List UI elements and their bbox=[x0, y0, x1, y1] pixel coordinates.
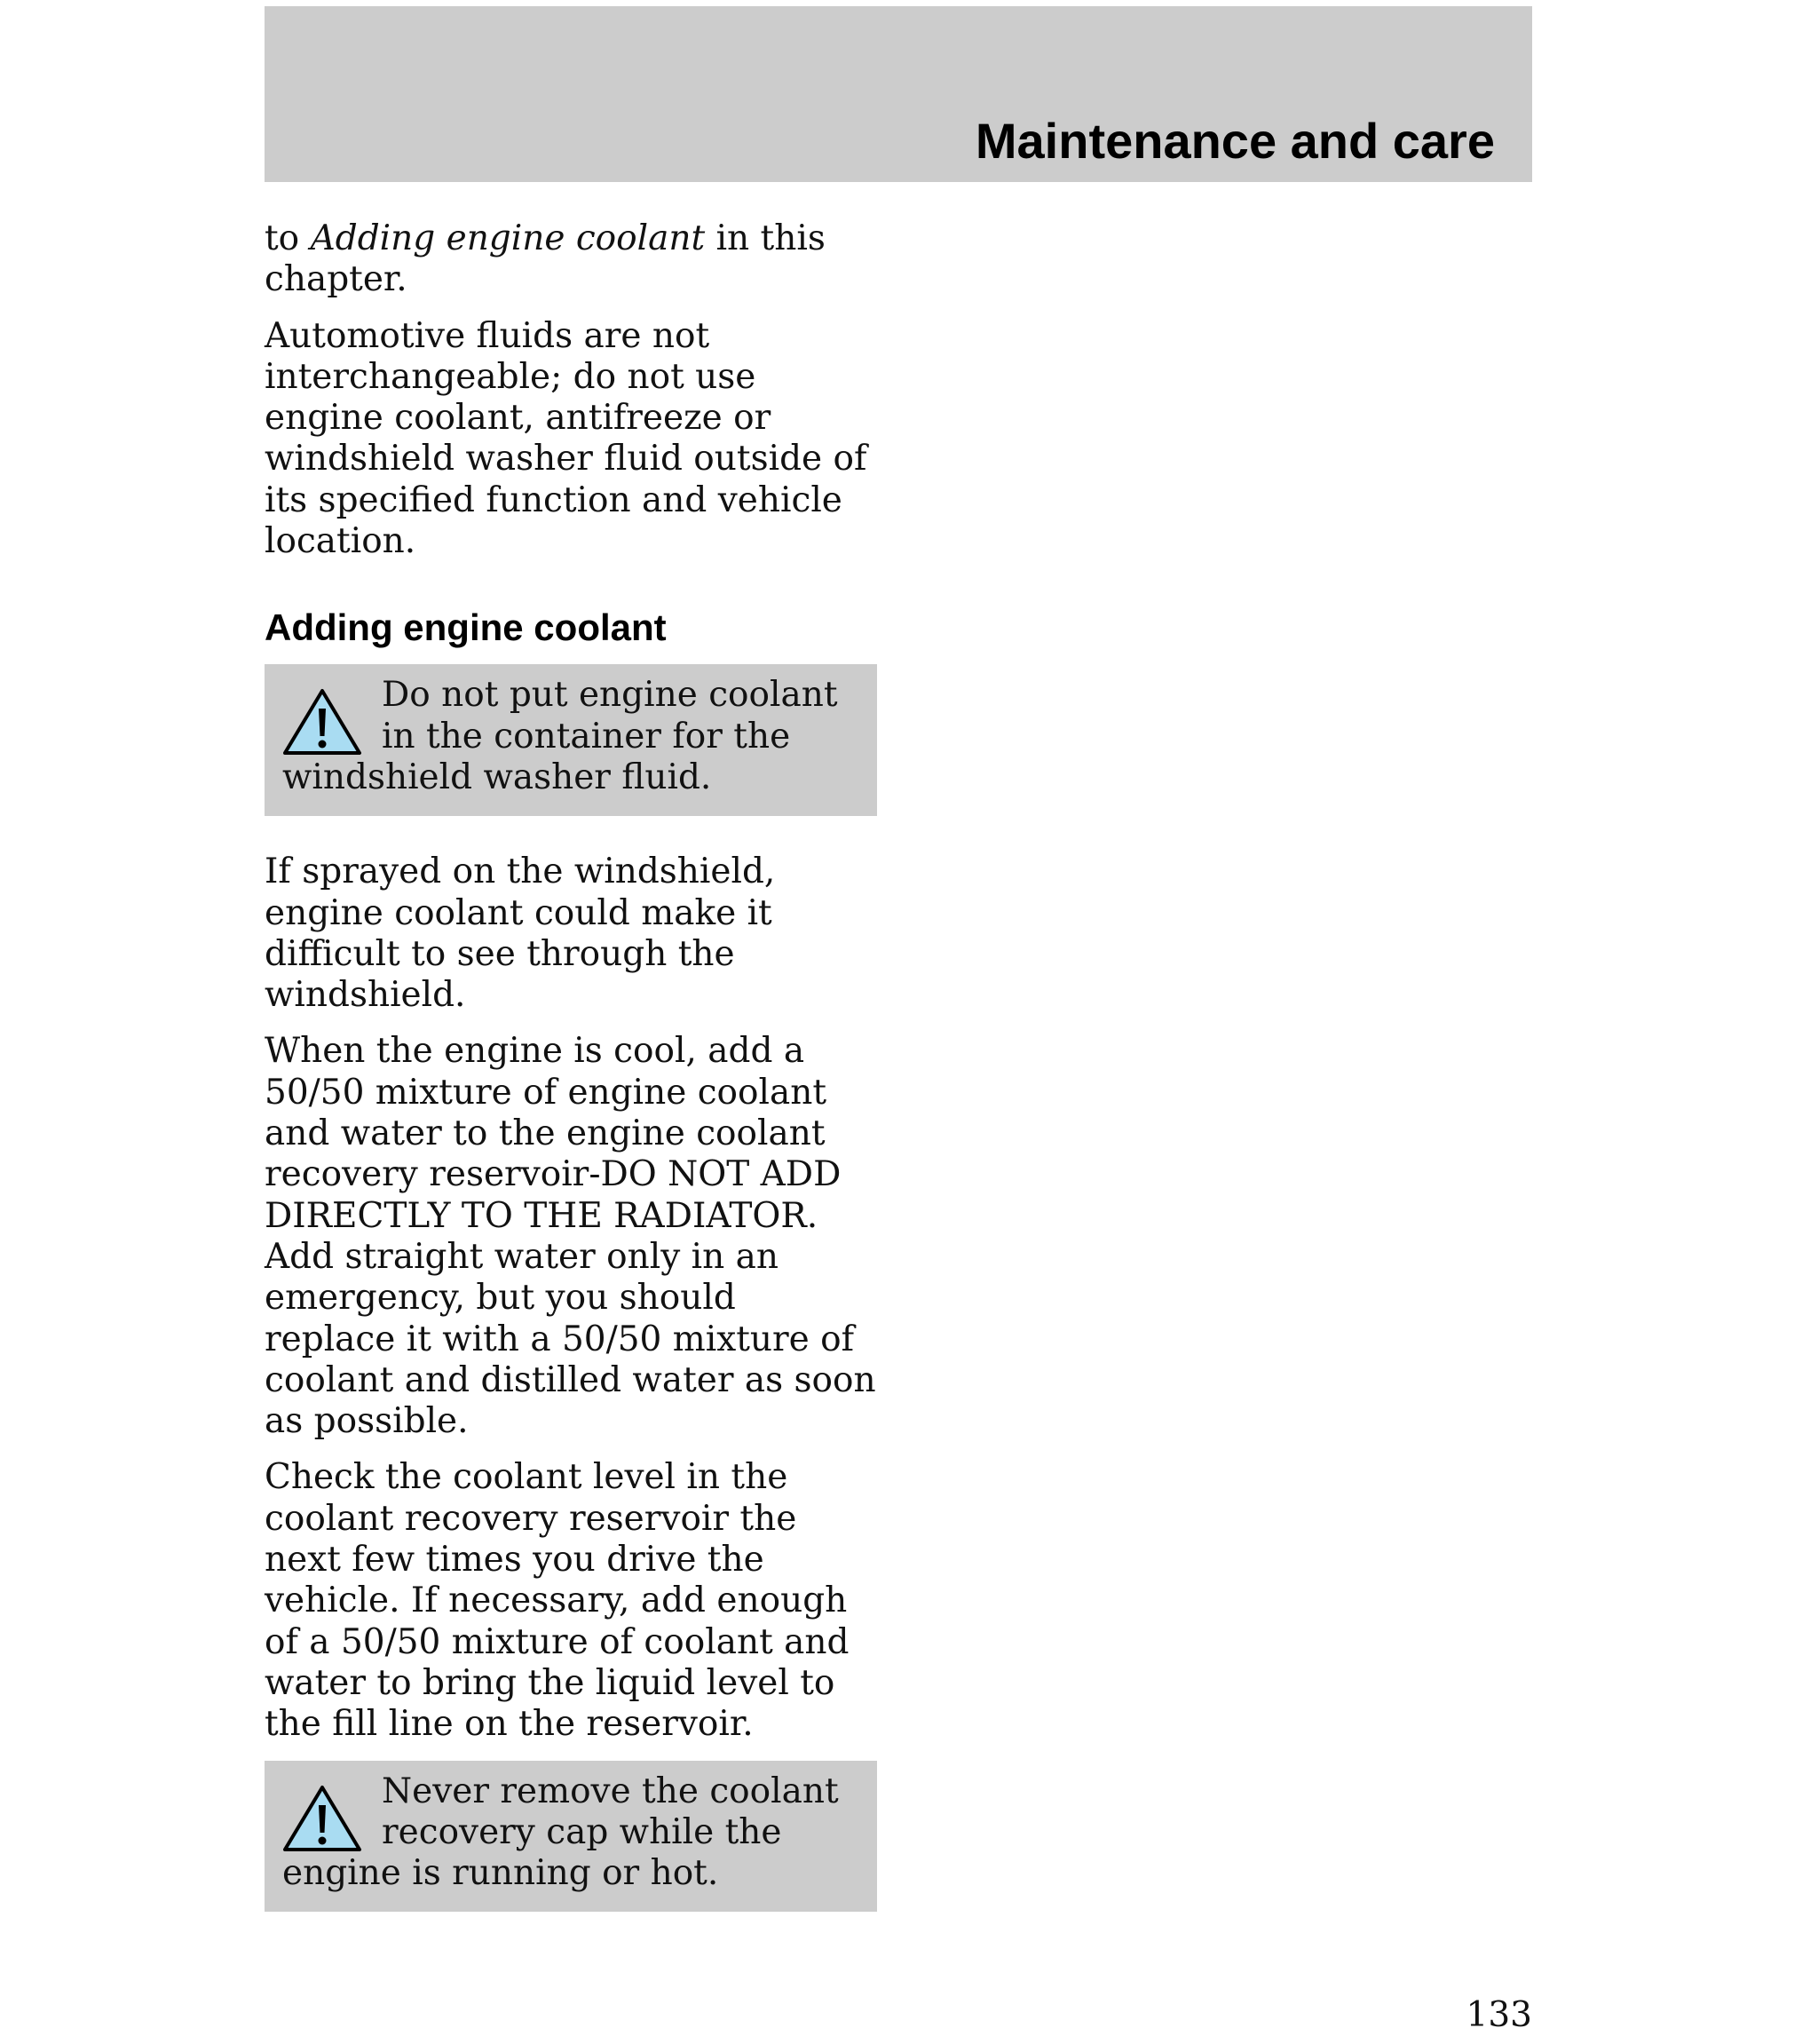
cool-engine-paragraph: When the engine is cool, add a 50/50 mixture of engine coolant and water to the engine coolant recovery reservoir-DO NOT ADD DIRECTLY TO THE RADIATOR. Add straight water only in an emergency, but you should replace it with a 50/50 mixture of coolant and distilled water as soon as possible. bbox=[265, 1031, 876, 1442]
warning-triangle-icon bbox=[282, 687, 362, 757]
intro-paragraph bbox=[265, 218, 877, 301]
page-title: Maintenance and care bbox=[975, 113, 1495, 169]
check-level-paragraph: Check the coolant level in the coolant recovery reservoir the next few times you drive the vehicle. If necessary, add enough of a 50/50 mixture of coolant and water to bring the liquid level to the fill line on the reservoir. bbox=[265, 1457, 850, 1745]
intro-prefix: to bbox=[265, 218, 311, 258]
warning-triangle-icon bbox=[282, 1784, 362, 1853]
intro-suffix: in this chapter. bbox=[265, 218, 826, 300]
header-band bbox=[265, 6, 1532, 182]
warning-text: Do not put engine coolant in the container for the windshield washer fluid. bbox=[282, 675, 838, 797]
text-column bbox=[265, 218, 877, 1947]
section-heading: Adding engine coolant bbox=[265, 606, 667, 649]
fluids-paragraph: Automotive fluids are not interchangeable; do not use engine coolant, antifreeze or windshield washer fluid outside of its specified function and vehicle location. bbox=[265, 315, 867, 562]
warning-box bbox=[265, 1761, 877, 1913]
page-number: 133 bbox=[1466, 1995, 1532, 2035]
warning-box bbox=[265, 664, 877, 816]
warning-text: Never remove the coolant recovery cap while the engine is running or hot. bbox=[282, 1771, 839, 1894]
sprayed-paragraph: If sprayed on the windshield, engine coolant could make it difficult to see through the windshield. bbox=[265, 852, 776, 1016]
intro-cross-reference: Adding engine coolant bbox=[310, 218, 706, 258]
